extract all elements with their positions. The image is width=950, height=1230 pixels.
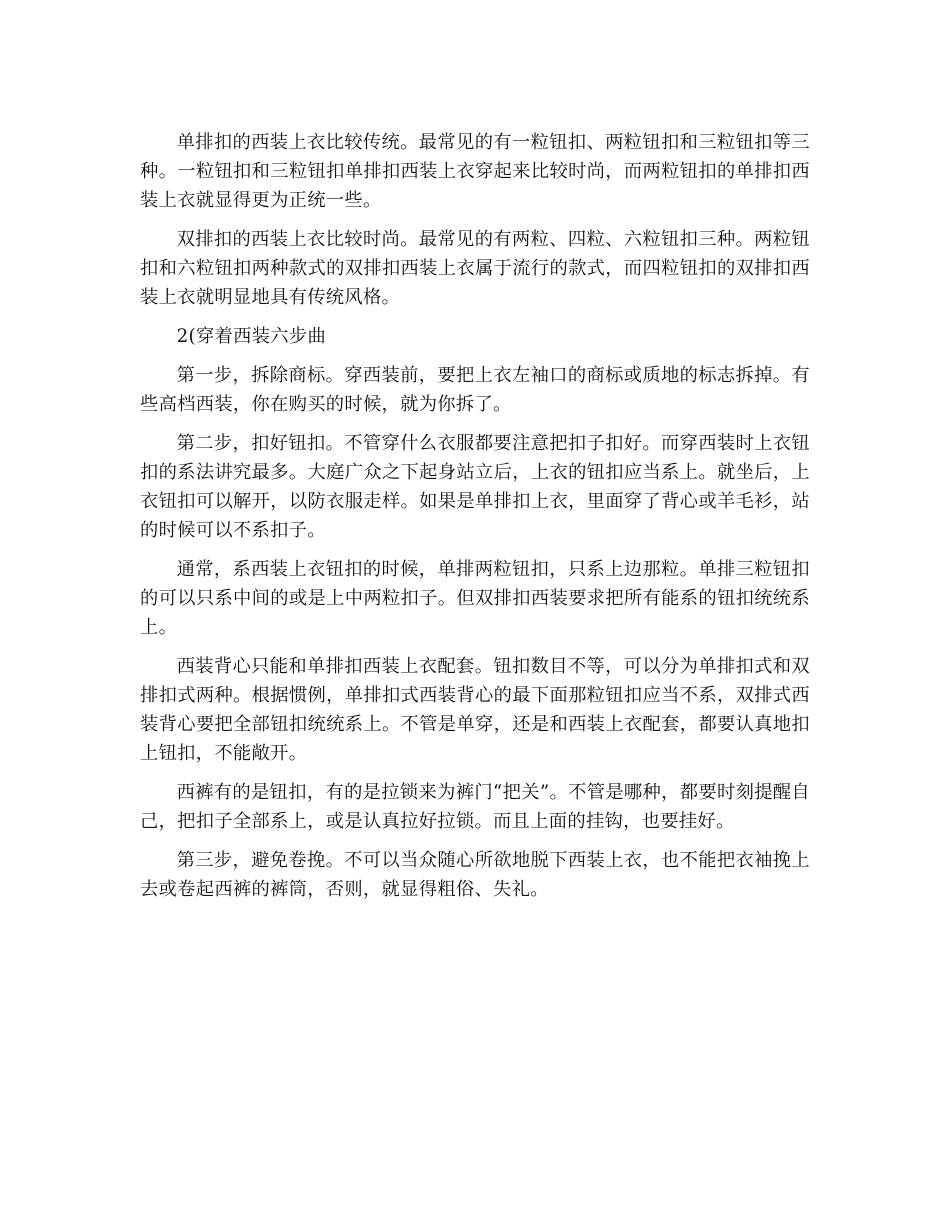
paragraph-double-breasted: 双排扣的西装上衣比较时尚。最常见的有两粒、四粒、六粒钮扣三种。两粒钮扣和六粒钮扣两种款式的双排扣西装上衣属于流行的款式，而四粒钮扣的双排扣西装上衣就明显地具有传统风格。 bbox=[140, 229, 810, 308]
paragraph-step-two: 第二步，扣好钮扣。不管穿什么衣服都要注意把扣子扣好。而穿西装时上衣钮扣的系法讲究最多。大庭广众之下起身站立后，上衣的钮扣应当系上。就坐后，上衣钮扣可以解开，以防衣服走样。如果是单排扣上衣，里面穿了背心或羊毛衫，站的时候可以不系扣子。 bbox=[140, 433, 810, 541]
paragraph-vest: 西装背心只能和单排扣西装上衣配套。钮扣数目不等，可以分为单排扣式和双排扣式两种。根据惯例，单排扣式西装背心的最下面那粒钮扣应当不系，双排式西装背心要把全部钮扣统统系上。不管是单穿，还是和西装上衣配套，都要认真地扣上钮扣，不能敞开。 bbox=[140, 656, 810, 764]
paragraph-single-breasted: 单排扣的西装上衣比较传统。最常见的有一粒钮扣、两粒钮扣和三粒钮扣等三种。一粒钮扣和三粒钮扣单排扣西装上衣穿起来比较时尚，而两粒钮扣的单排扣西装上衣就显得更为正统一些。 bbox=[140, 132, 810, 211]
section-heading: 2(穿着西装六步曲 bbox=[176, 326, 327, 347]
paragraph-trousers: 西裤有的是钮扣，有的是拉锁来为裤门“把关”。不管是哪种，都要时刻提醒自己，把扣子全部系上，或是认真拉好拉锁。而且上面的挂钩，也要挂好。 bbox=[140, 782, 810, 832]
paragraph-button-rules: 通常，系西装上衣钮扣的时候，单排两粒钮扣，只系上边那粒。单排三粒钮扣的可以只系中间的或是上中两粒扣子。但双排扣西装要求把所有能系的钮扣统统系上。 bbox=[140, 559, 810, 638]
paragraph-step-three: 第三步，避免卷挽。不可以当众随心所欲地脱下西装上衣，也不能把衣袖挽上去或卷起西裤的裤筒，否则，就显得粗俗、失礼。 bbox=[140, 850, 810, 900]
paragraph-step-one: 第一步，拆除商标。穿西装前，要把上衣左袖口的商标或质地的标志拆掉。有些高档西装，你在购买的时候，就为你拆了。 bbox=[140, 365, 810, 415]
document-body bbox=[140, 128, 810, 914]
